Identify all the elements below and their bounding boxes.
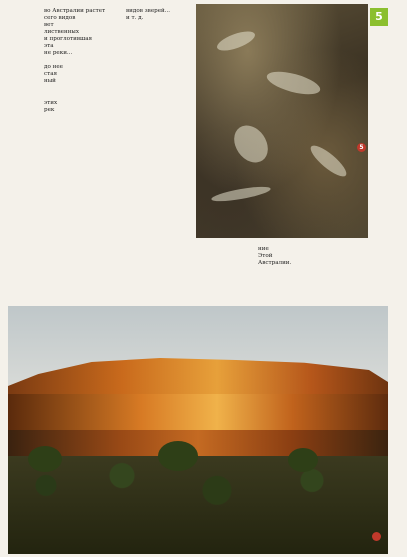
article-column-3: ние Этой Австралии. xyxy=(258,246,292,267)
tree xyxy=(158,441,198,471)
section-tab: 5 xyxy=(370,8,388,26)
running-header xyxy=(384,40,398,230)
scrubland xyxy=(8,456,388,554)
rock-painting-mark xyxy=(211,184,272,204)
figure-number-badge xyxy=(372,532,381,541)
article-column-2: видов зверей... и т. д. xyxy=(126,8,171,22)
rock-painting-mark xyxy=(227,119,275,169)
sandstone-cliff xyxy=(8,358,388,398)
cliff-landscape-photo xyxy=(8,306,388,554)
figure-number-badge: 5 xyxy=(357,143,366,152)
tree xyxy=(288,448,318,472)
rock-painting-mark xyxy=(307,141,350,181)
article-column-1: во Австралии растет сего видов вет лиственных и проглотившая эта не реки... до нее стая ный этих рек xyxy=(44,8,106,113)
rock-art-photo xyxy=(196,4,368,238)
tree xyxy=(28,446,62,472)
sandstone-cliff xyxy=(8,394,388,434)
rock-painting-mark xyxy=(215,28,257,55)
rock-painting-mark xyxy=(265,67,323,99)
